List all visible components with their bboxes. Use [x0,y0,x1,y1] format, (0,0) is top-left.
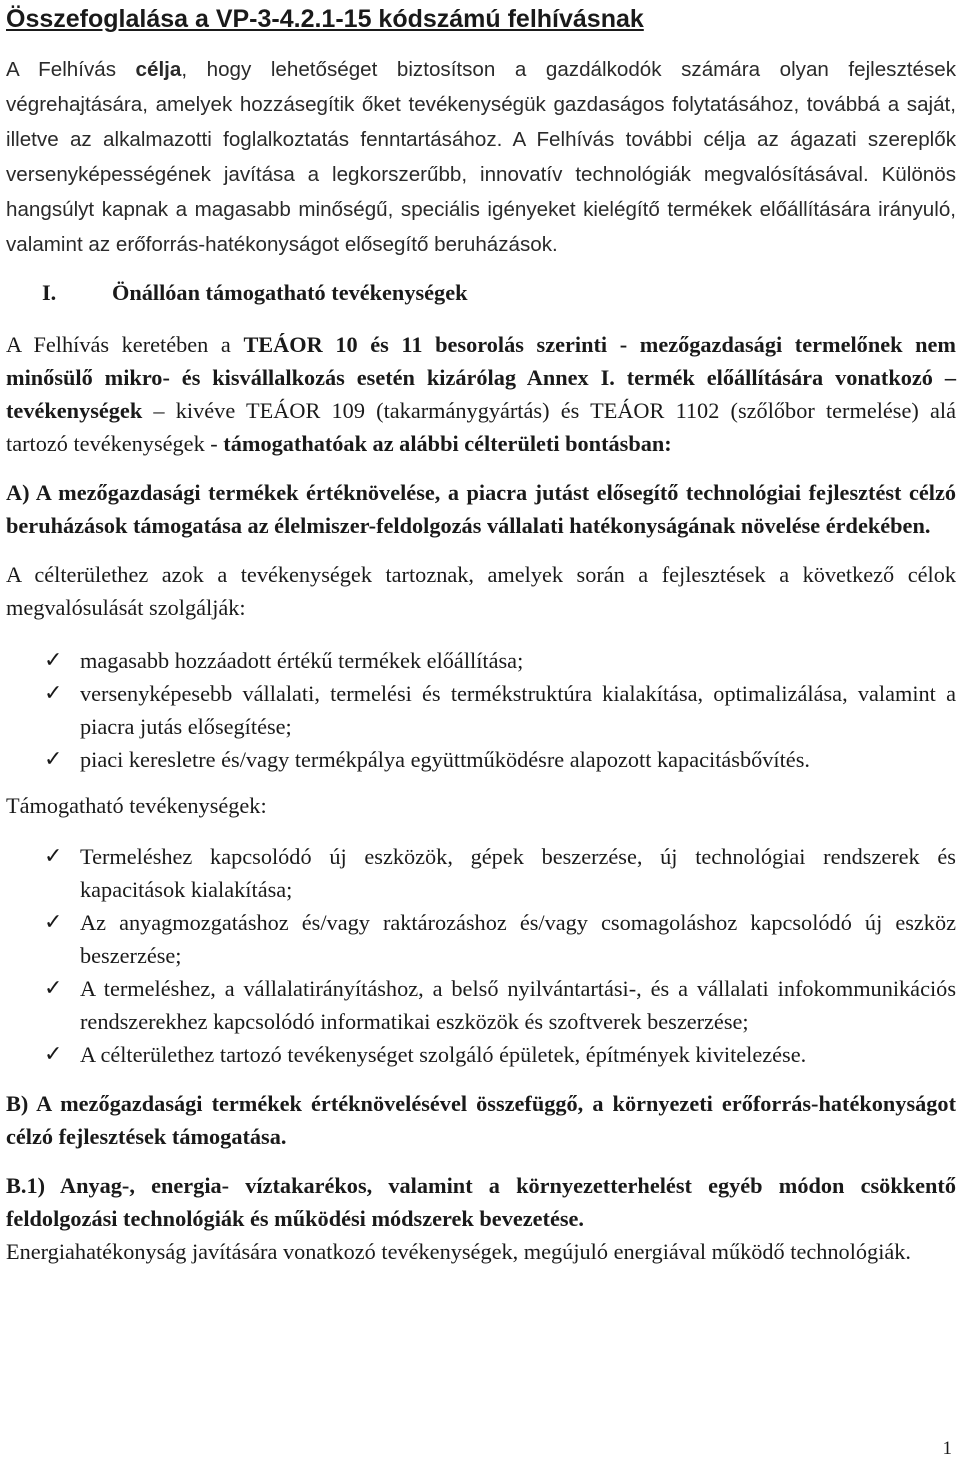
eligibility-text-d: támogathatóak az alábbi célterületi bontásban: [223,431,672,456]
list-item-text: Termeléshez kapcsolódó új eszközök, gépek beszerzése, új technológiai rendszerek és kapacitások kialakítása; [80,844,956,902]
document-page [6,0,956,1268]
list-item [6,644,956,677]
eligibility-text-c: – kivéve TEÁOR 109 (takarmánygyártás) és TEÁOR 1102 (szőlőbor termelése) alá tartozó tevékenységek - [6,398,956,456]
intro-text-start: A Felhívás [6,58,136,81]
supported-activities-list [6,840,956,1071]
check-icon: ✓ [44,747,63,772]
eligibility-text-bold: TEÁOR 10 és 11 besorolás szerinti - mezőgazdasági termelőnek nem minősülő mikro- és kisvállalkozás esetén kizárólag Annex I. termék előállítására vonatkozó – tevékenységek [6,332,956,423]
supported-activities-label: Támogatható tevékenységek: [6,793,267,818]
list-item [6,972,956,1038]
intro-text-rest: , hogy lehetőséget biztosítson a gazdálkodók számára olyan fejlesztések végrehajtására, amelyek hozzásegítik őket tevékenységük gazdaságos folytatásához, továbbá a saját, illetve az alkalmazotti foglalkoztatás fenntartásához. A Felhívás további célja az ágazati szereplők versenyképességének javítása a legkorszerűbb, innovatív technológiák megvalósításával. Különös hangsúlyt kapnak a magasabb minőségű, speciális igényeket kielégítő termékek előállítására irányuló, valamint az erőforrás-hatékonyságot elősegítő beruházások. [6,58,957,256]
list-item-text: versenyképesebb vállalati, termelési és termékstruktúra kialakítása, optimalizálása, valamint a piacra jutás elősegítése; [80,681,956,739]
check-icon: ✓ [44,976,63,1001]
check-icon: ✓ [44,910,63,935]
goals-intro-paragraph: A célterülethez azok a tevékenységek tartoznak, amelyek során a fejlesztések a következő célok megvalósulását szolgálják: [6,562,956,620]
document-title: Összefoglalása a VP-3-4.2.1-15 kódszámú felhívásnak [6,5,644,33]
check-icon: ✓ [44,1042,63,1067]
intro-paragraph [6,52,956,262]
list-item-text: Az anyagmozgatáshoz és/vagy raktározáshoz és/vagy csomagoláshoz kapcsolódó új eszköz beszerzése; [80,910,956,968]
energy-paragraph: Energiahatékonyság javítására vonatkozó tevékenységek, megújuló energiával működő technológiák. [6,1239,912,1264]
section-b1-heading: B.1) Anyag-, energia- víztakarékos, valamint a környezetterhelést egyéb módon csökkentő feldolgozási technológiák és működési módszerek bevezetése. [6,1173,956,1231]
page-number: 1 [942,1438,952,1459]
list-item [6,840,956,906]
intro-goal-word: célja [135,58,182,81]
section-title: Önállóan támogatható tevékenységek [112,280,468,305]
section-a-heading: A) A mezőgazdasági termékek értéknövelése, a piacra jutást elősegítő technológiai fejlesztést célzó beruházások támogatása az élelmiszer-feldolgozás vállalati hatékonyságának növelése érdekében. [6,480,956,538]
section-heading-1 [6,276,956,310]
eligibility-paragraph [6,328,956,460]
check-icon: ✓ [44,648,63,673]
list-item [6,743,956,776]
check-icon: ✓ [44,844,63,869]
list-item-text: piaci keresletre és/vagy termékpálya együttműködésre alapozott kapacitásbővítés. [80,747,810,772]
list-item [6,677,956,743]
list-item-text: magasabb hozzáadott értékű termékek előállítása; [80,648,524,673]
goals-list [6,644,956,776]
check-icon: ✓ [44,681,63,706]
eligibility-text-a: A Felhívás keretében a [6,332,244,357]
section-number: I. [42,280,57,305]
list-item-text: A termeléshez, a vállalatirányításhoz, a belső nyilvántartási-, és a vállalati infokommunikációs rendszerekhez kapcsolódó informatikai eszközök és szoftverek beszerzése; [80,976,956,1034]
list-item-text: A célterülethez tartozó tevékenységet szolgáló épületek, építmények kivitelezése. [80,1042,807,1067]
list-item [6,1038,956,1071]
list-item [6,906,956,972]
section-b-heading: B) A mezőgazdasági termékek értéknövelésével összefüggő, a környezeti erőforrás-hatékonyságot célzó fejlesztések támogatása. [6,1091,956,1149]
